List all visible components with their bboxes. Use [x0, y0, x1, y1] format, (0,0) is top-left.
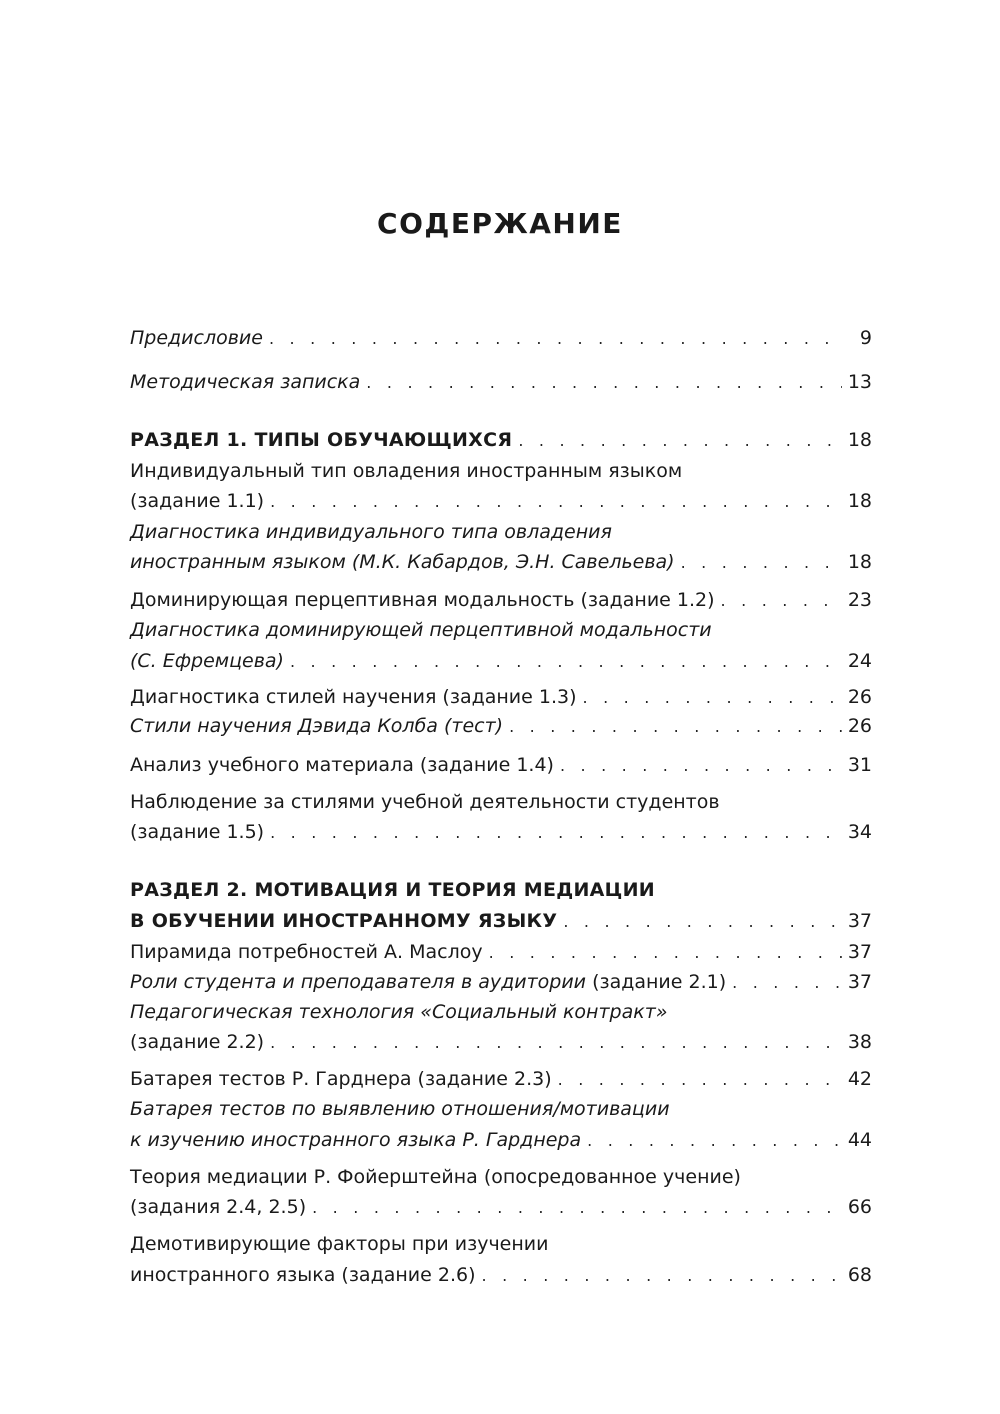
toc-page-number: 18	[847, 490, 872, 512]
toc-entry-s1-e2-line1[interactable]	[130, 516, 872, 548]
dot-leader	[290, 646, 842, 678]
toc-entry-title: (задания 2.4, 2.5)	[130, 1196, 307, 1218]
toc-entry-title: Демотивирующие факторы при изучении	[130, 1233, 549, 1255]
toc-entry-s2-e1[interactable]	[130, 936, 872, 968]
toc-entry-title: Стили научения Дэвида Колба (тест)	[130, 715, 504, 737]
toc-entry-method-note[interactable]	[130, 366, 872, 398]
toc-entry-title: Предисловие	[130, 327, 263, 349]
toc-page-number: 34	[847, 821, 872, 843]
toc-entry-title: Диагностика индивидуального типа овладения	[130, 521, 612, 543]
toc-entry-title	[130, 966, 732, 998]
toc-page-number: 9	[859, 327, 872, 349]
dot-leader	[270, 1027, 842, 1059]
toc-entry-s1-e8-line2[interactable]	[130, 816, 872, 848]
toc-entry-s2-e6-line1[interactable]	[130, 1161, 872, 1193]
dot-leader	[482, 1260, 842, 1292]
toc-entry-title-italic: Роли студента и преподавателя в аудитории	[130, 971, 587, 993]
toc-page-number: 26	[847, 715, 872, 737]
toc-entry-s1-e4-line2[interactable]	[130, 645, 872, 677]
toc-page-number: 42	[847, 1068, 872, 1090]
toc-entry-title: Доминирующая перцептивная модальность (задание 1.2)	[130, 589, 715, 611]
toc-page-number: 68	[847, 1264, 872, 1286]
toc-entry-title: Пирамида потребностей А. Маслоу	[130, 941, 483, 963]
toc-entry-s1-e1-line2[interactable]	[130, 485, 872, 517]
dot-leader	[558, 1064, 842, 1096]
toc-entry-title: Наблюдение за стилями учебной деятельности студентов	[130, 791, 720, 813]
toc-entry-s2-e2[interactable]	[130, 966, 872, 998]
dot-leader	[489, 937, 842, 969]
toc-page-number: 18	[847, 429, 872, 451]
page-title: СОДЕРЖАНИЕ	[377, 207, 623, 240]
dot-leader	[732, 967, 842, 999]
toc-entry-title: Диагностика доминирующей перцептивной модальности	[130, 619, 712, 641]
section-heading: В ОБУЧЕНИИ ИНОСТРАННОМУ ЯЗЫКУ	[130, 910, 558, 932]
toc-page-number: 37	[847, 941, 872, 963]
toc-page-number: 44	[847, 1129, 872, 1151]
toc-entry-title: Батарея тестов Р. Гарднера (задание 2.3)	[130, 1068, 552, 1090]
dot-leader	[721, 585, 842, 617]
dot-leader	[518, 425, 842, 457]
toc-page-number: 13	[847, 371, 872, 393]
toc-section-1-heading[interactable]	[130, 424, 872, 456]
toc-entry-s2-e3-line1[interactable]	[130, 996, 872, 1028]
dot-leader	[366, 367, 842, 399]
dot-leader	[270, 486, 842, 518]
toc-entry-s1-e2-line2[interactable]	[130, 546, 872, 578]
toc-entry-s2-e5-line2[interactable]	[130, 1124, 872, 1156]
toc-entry-s1-e5[interactable]	[130, 681, 872, 713]
toc-entry-s2-e3-line2[interactable]	[130, 1026, 872, 1058]
toc-entry-title: (задание 1.1)	[130, 490, 265, 512]
dot-leader	[681, 547, 842, 579]
toc-entry-s2-e5-line1[interactable]	[130, 1093, 872, 1125]
toc-entry-title: (задание 2.2)	[130, 1031, 265, 1053]
toc-entry-title: Батарея тестов по выявлению отношения/мотивации	[130, 1098, 670, 1120]
toc-entry-title: иностранным языком (М.К. Кабардов, Э.Н. Савельева)	[130, 551, 675, 573]
toc-entry-s2-e4[interactable]	[130, 1063, 872, 1095]
toc-entry-title: (задание 1.5)	[130, 821, 265, 843]
toc-page-number: 37	[847, 971, 872, 993]
toc-section-2-heading-line1[interactable]	[130, 874, 872, 906]
toc-entry-title: Методическая записка	[130, 371, 361, 393]
toc-entry-title: иностранного языка (задание 2.6)	[130, 1264, 476, 1286]
dot-leader	[563, 906, 841, 938]
toc-page-number: 37	[847, 910, 872, 932]
toc-entry-title: Анализ учебного материала (задание 1.4)	[130, 754, 554, 776]
dot-leader	[312, 1192, 842, 1224]
toc-entry-s1-e8-line1[interactable]	[130, 786, 872, 818]
toc-entry-s2-e6-line2[interactable]	[130, 1191, 872, 1223]
toc-entry-s1-e1-line1[interactable]	[130, 455, 872, 487]
dot-leader	[269, 323, 842, 355]
toc-entry-s1-e4-line1[interactable]	[130, 614, 872, 646]
toc-entry-title: Теория медиации Р. Фойерштейна (опосредованное учение)	[130, 1166, 741, 1188]
toc-entry-preface[interactable]	[130, 322, 872, 354]
section-heading: РАЗДЕЛ 1. ТИПЫ ОБУЧАЮЩИХСЯ	[130, 429, 513, 451]
toc-entry-title: Индивидуальный тип овладения иностранным языком	[130, 460, 683, 482]
toc-page-number: 31	[847, 754, 872, 776]
dot-leader	[560, 750, 842, 782]
toc-entry-title: (С. Ефремцева)	[130, 650, 284, 672]
toc-entry-s1-e7[interactable]	[130, 749, 872, 781]
dot-leader	[509, 711, 842, 743]
toc-entry-title: Диагностика стилей научения (задание 1.3)	[130, 686, 577, 708]
toc-entry-s2-e7-line2[interactable]	[130, 1259, 872, 1291]
section-heading: РАЗДЕЛ 2. МОТИВАЦИЯ И ТЕОРИЯ МЕДИАЦИИ	[130, 879, 655, 901]
toc-page-number: 66	[847, 1196, 872, 1218]
toc-entry-title: Педагогическая технология «Социальный контракт»	[130, 1001, 668, 1023]
toc-entry-s1-e6[interactable]	[130, 710, 872, 742]
toc-entry-title: к изучению иностранного языка Р. Гарднера	[130, 1129, 582, 1151]
toc-entry-s2-e7-line1[interactable]	[130, 1228, 872, 1260]
toc-page-number: 23	[847, 589, 872, 611]
toc-entry-s1-e3[interactable]	[130, 584, 872, 616]
dot-leader	[587, 1125, 842, 1157]
dot-leader	[270, 817, 842, 849]
toc-page-number: 38	[847, 1031, 872, 1053]
toc-page-number: 18	[847, 551, 872, 573]
toc-entry-title-task: (задание 2.1)	[586, 971, 727, 993]
toc-page-number: 24	[847, 650, 872, 672]
toc-section-2-heading-line2[interactable]	[130, 905, 872, 937]
toc-page-number: 26	[847, 686, 872, 708]
